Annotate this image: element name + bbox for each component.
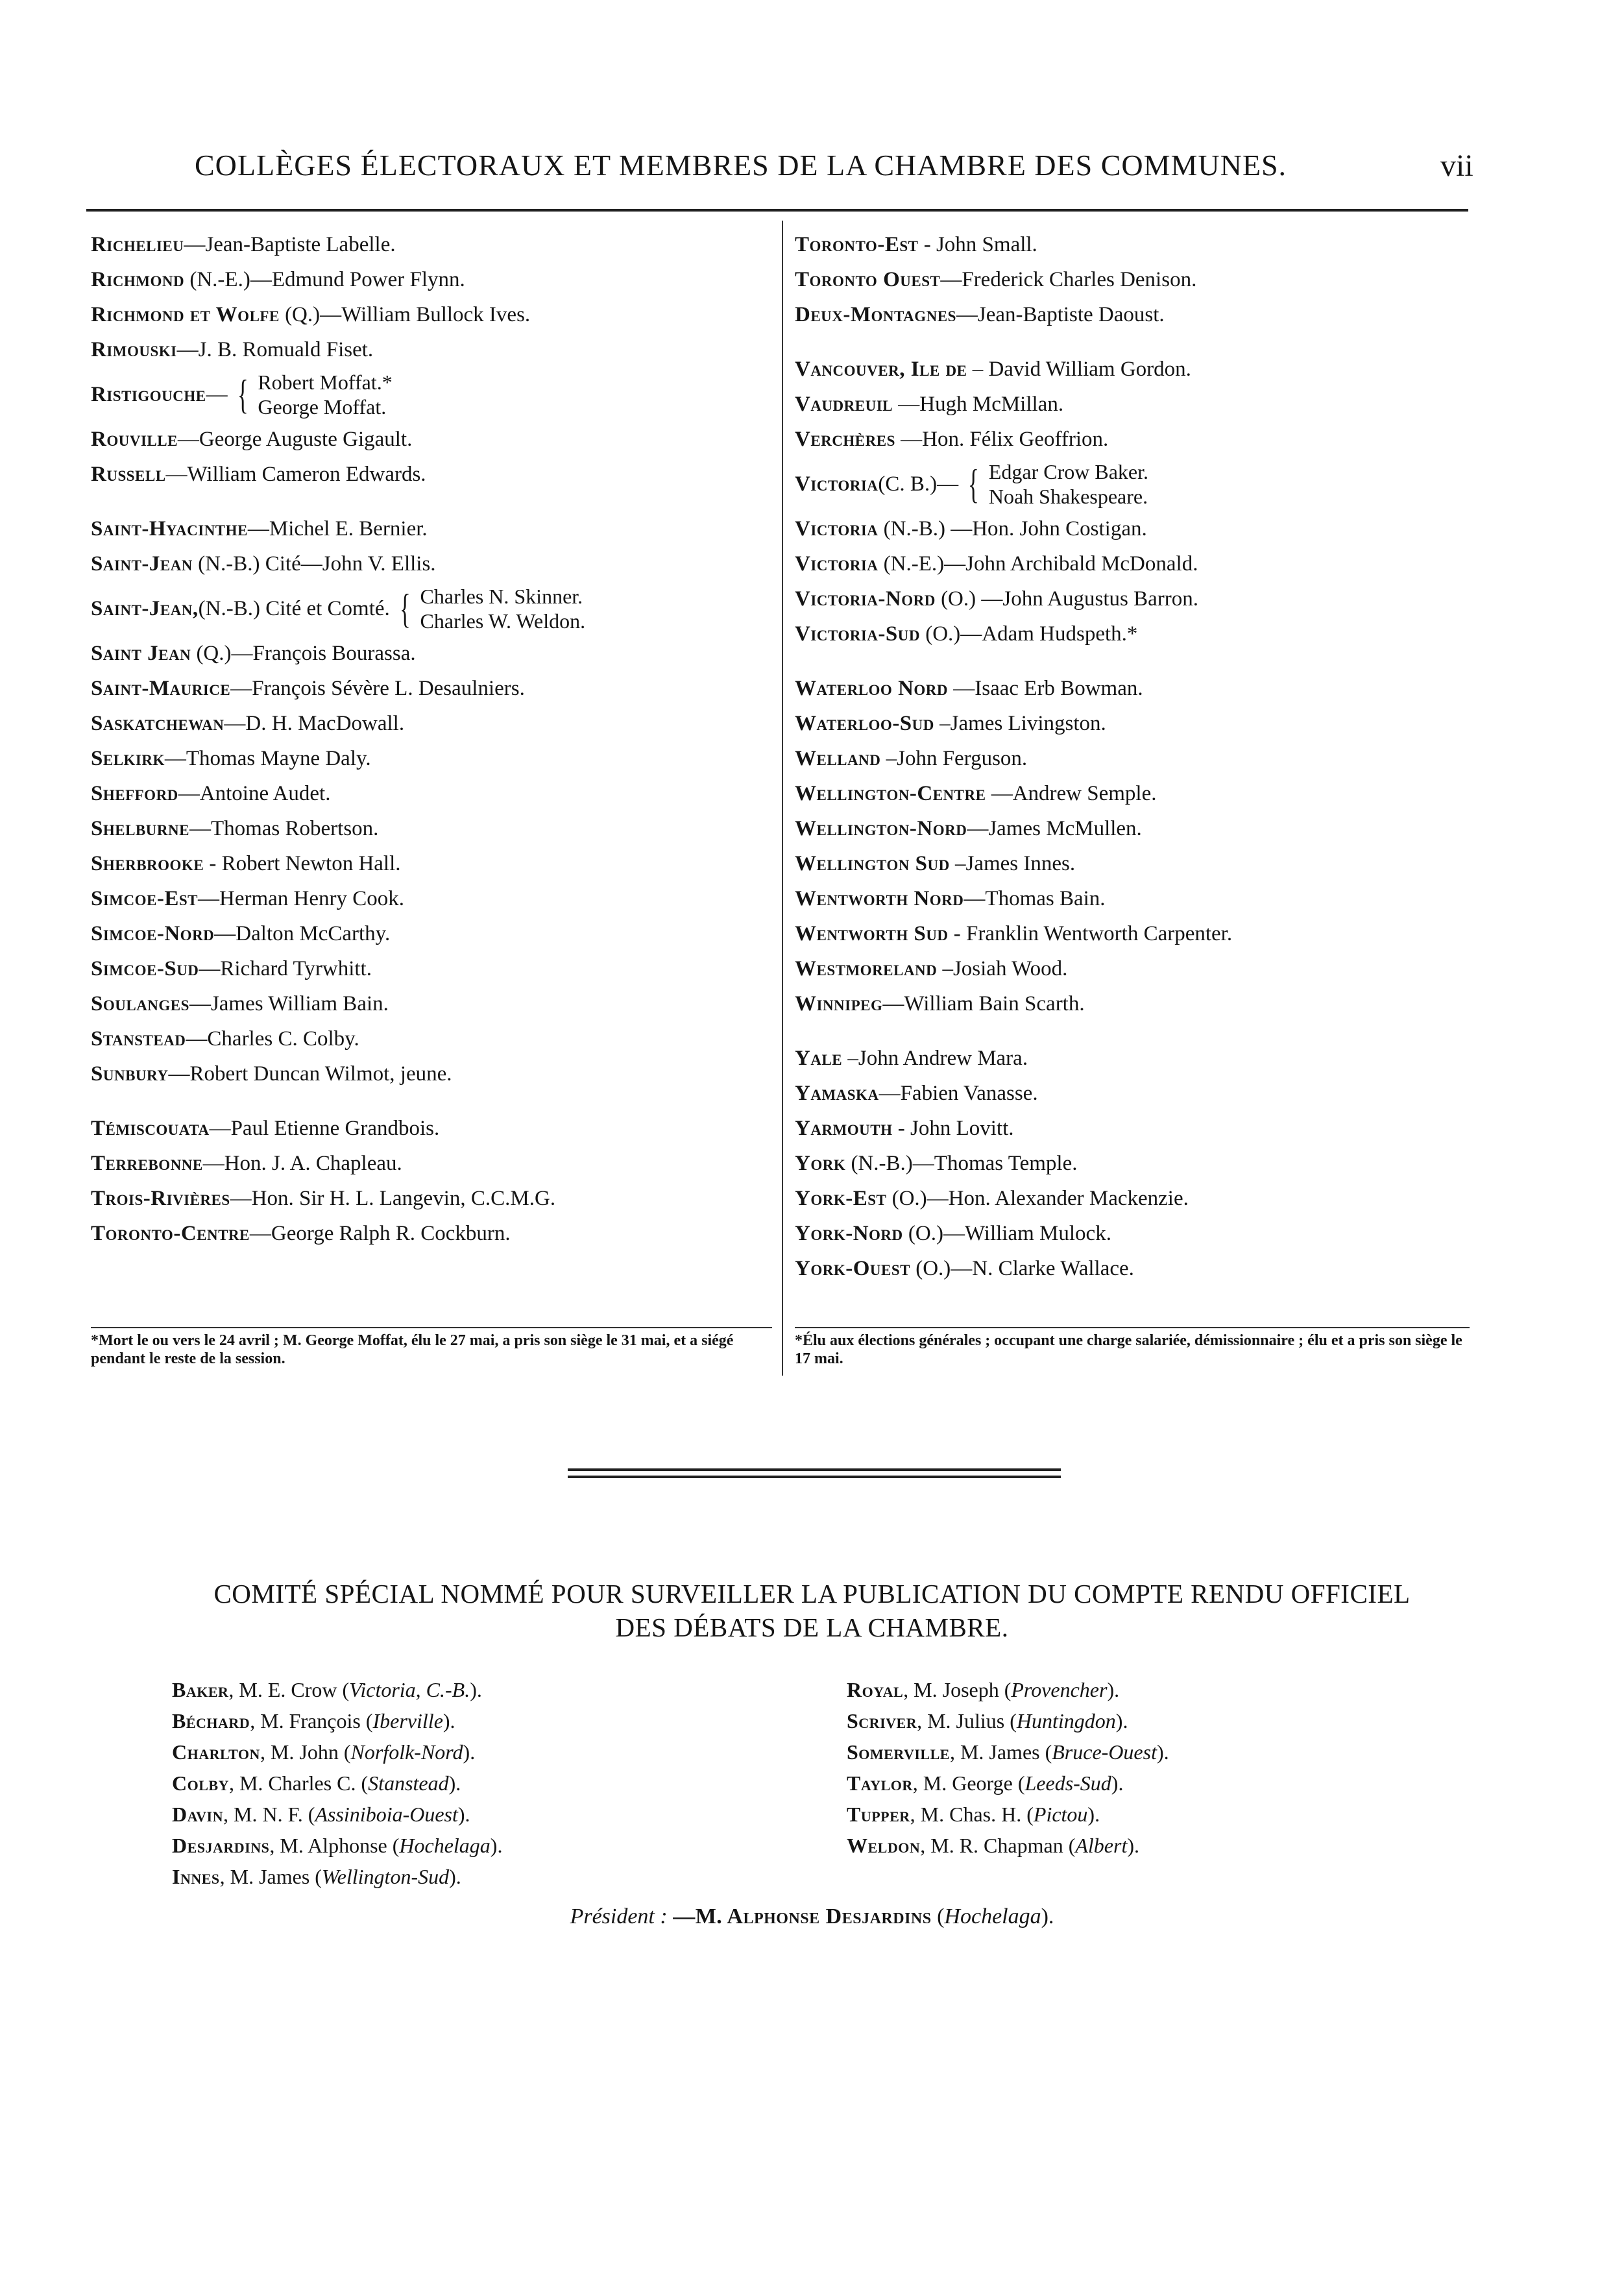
page-number: vii xyxy=(1440,149,1473,183)
member-name: —Andrew Semple. xyxy=(986,782,1157,805)
member-surname: Somerville xyxy=(847,1740,950,1764)
riding-name: Saint-Maurice xyxy=(91,677,231,700)
committee-member: Colby, M. Charles C. (Stanstead). xyxy=(172,1771,461,1795)
member-given-name: , M. Julius xyxy=(917,1709,1005,1733)
riding-name: Wellington-Centre xyxy=(795,782,986,805)
member-riding: Hochelaga xyxy=(399,1834,491,1857)
member-name: —Frederick Charles Denison. xyxy=(940,268,1197,291)
committee-members-right xyxy=(847,1674,1169,1861)
member-name: (Q.)—William Bullock Ives. xyxy=(279,303,531,326)
riding-name: York-Ouest xyxy=(795,1257,910,1280)
president-riding: Hochelaga xyxy=(944,1904,1041,1928)
brace-glyph: { xyxy=(399,585,411,631)
member-riding: Wellington-Sud xyxy=(321,1865,450,1888)
riding-entry xyxy=(795,1076,1470,1111)
riding-entry xyxy=(795,776,1470,811)
member-name: - John Lovitt. xyxy=(892,1117,1014,1140)
riding-entry xyxy=(91,986,766,1021)
riding-name: Wentworth Nord xyxy=(795,887,964,910)
riding-entry xyxy=(91,457,766,492)
member-pair xyxy=(258,370,392,419)
riding-name: Deux-Montagnes xyxy=(795,303,956,326)
footnote-left: *Mort le ou vers le 24 avril ; M. George Moffat, élu le 27 mai, a pris son siège le 31 mai, et a siégé pendant le reste de la session. xyxy=(91,1332,734,1367)
column-divider xyxy=(782,221,783,1376)
riding-name: Westmoreland xyxy=(795,957,938,980)
member-given-name: , M. James xyxy=(949,1740,1040,1764)
riding-entry xyxy=(795,457,1470,511)
member-surname: Tupper xyxy=(847,1803,910,1826)
riding-entry xyxy=(795,881,1470,916)
committee-member: Scriver, M. Julius (Huntingdon). xyxy=(847,1709,1128,1733)
riding-name: Toronto Ouest xyxy=(795,268,941,291)
member-name: (O.)—N. Clarke Wallace. xyxy=(910,1257,1134,1280)
member-name: —Hon. Félix Geoffrion. xyxy=(895,428,1109,451)
member-name: - Franklin Wentworth Carpenter. xyxy=(948,922,1233,945)
riding-entry xyxy=(91,422,766,457)
member-name: —J. B. Romuald Fiset. xyxy=(176,338,374,361)
riding-name: York-Est xyxy=(795,1187,887,1210)
riding-name: Simcoe-Sud xyxy=(91,957,199,980)
member-name: –John Andrew Mara. xyxy=(842,1047,1028,1070)
riding-name: Yale xyxy=(795,1047,843,1070)
member-name: Noah Shakespeare. xyxy=(988,485,1148,508)
committee-member: Taylor, M. George (Leeds-Sud). xyxy=(847,1771,1124,1795)
riding-name: Simcoe-Est xyxy=(91,887,198,910)
riding-entry xyxy=(91,332,766,367)
riding-entry xyxy=(91,881,766,916)
riding-entry xyxy=(91,1056,766,1091)
riding-name: Shefford xyxy=(91,782,178,805)
riding-name: Yarmouth xyxy=(795,1117,893,1140)
riding-name: Saint-Jean xyxy=(91,552,193,576)
riding-entry xyxy=(795,671,1470,706)
riding-name: Winnipeg xyxy=(795,992,883,1015)
member-name: (N.-B.) Cité et Comté. xyxy=(198,597,390,620)
committee-member: Desjardins, M. Alphonse (Hochelaga). xyxy=(172,1834,503,1857)
member-name: –James Innes. xyxy=(949,852,1076,875)
riding-name: Trois-Rivières xyxy=(91,1187,230,1210)
member-name: —William Bain Scarth. xyxy=(882,992,1085,1015)
riding-name: Russell xyxy=(91,463,166,486)
riding-entry xyxy=(91,951,766,986)
riding-entry xyxy=(795,1216,1470,1251)
riding-name: Sherbrooke xyxy=(91,852,204,875)
riding-name: Saint-Jean, xyxy=(91,597,199,620)
member-name: (O.)—Adam Hudspeth.* xyxy=(919,622,1138,646)
member-name: (N.-E.)—John Archibald McDonald. xyxy=(878,552,1198,576)
member-name: – David William Gordon. xyxy=(967,358,1191,381)
riding-name: Richelieu xyxy=(91,233,184,256)
riding-name: Stanstead xyxy=(91,1027,186,1051)
member-name: —Richard Tyrwhitt. xyxy=(199,957,372,980)
member-name: —D. H. MacDowall. xyxy=(224,712,405,735)
riding-entry xyxy=(91,776,766,811)
member-name: —Thomas Bain. xyxy=(963,887,1106,910)
member-name: —François Sévère L. Desaulniers. xyxy=(230,677,525,700)
riding-name: Ristigouche xyxy=(91,383,206,406)
riding-name: York-Nord xyxy=(795,1222,903,1245)
member-name: —Hon. Sir H. L. Langevin, C.C.M.G. xyxy=(230,1187,556,1210)
committee-member: Baker, M. E. Crow (Victoria, C.-B.). xyxy=(172,1678,482,1701)
member-name: —Charles C. Colby. xyxy=(186,1027,359,1051)
riding-name: Toronto-Centre xyxy=(91,1222,250,1245)
riding-entry xyxy=(795,581,1470,616)
riding-entry xyxy=(91,297,766,332)
member-name: (O.)—Hon. Alexander Mackenzie. xyxy=(886,1187,1189,1210)
member-name: —Thomas Mayne Daly. xyxy=(164,747,371,770)
riding-name: Wentworth Sud xyxy=(795,922,949,945)
member-name: - John Small. xyxy=(918,233,1037,256)
member-name: (N.-B.) Cité—John V. Ellis. xyxy=(192,552,436,576)
page-title: COLLÈGES ÉLECTORAUX ET MEMBRES DE LA CHAMBRE DES COMMUNES. xyxy=(195,149,1287,182)
footnote-right: *Élu aux élections générales ; occupant une charge salariée, démissionnaire ; élu et a pris son siège le 17 mai. xyxy=(795,1332,1462,1367)
member-given-name: , M. François xyxy=(250,1709,361,1733)
riding-entry xyxy=(91,706,766,741)
committee-member: Béchard, M. François (Iberville). xyxy=(172,1709,455,1733)
riding-name: Richmond xyxy=(91,268,185,291)
member-name: (N.-B.) —Hon. John Costigan. xyxy=(878,517,1147,541)
right-column xyxy=(795,227,1470,1286)
riding-entry xyxy=(91,1021,766,1056)
member-given-name: , M. Chas. H. xyxy=(910,1803,1022,1826)
riding-name: Sunbury xyxy=(91,1062,169,1086)
committee-title-line2: DES DÉBATS DE LA CHAMBRE. xyxy=(615,1612,1009,1642)
riding-entry xyxy=(91,1216,766,1251)
member-name: — xyxy=(206,383,228,406)
member-name: —William Cameron Edwards. xyxy=(165,463,426,486)
riding-name: Wellington Sud xyxy=(795,852,950,875)
riding-name: Vaudreuil xyxy=(795,393,893,416)
committee-member: Tupper, M. Chas. H. (Pictou). xyxy=(847,1803,1100,1826)
member-riding: Iberville xyxy=(372,1709,443,1733)
member-name: (O.) —John Augustus Barron. xyxy=(935,587,1198,611)
committee-members-left xyxy=(172,1674,502,1892)
member-name: –James Livingston. xyxy=(934,712,1106,735)
member-name: —Michel E. Bernier. xyxy=(247,517,428,541)
committee-member: Somerville, M. James (Bruce-Ouest). xyxy=(847,1740,1169,1764)
riding-name: Shelburne xyxy=(91,817,189,840)
member-name: —Antoine Audet. xyxy=(178,782,331,805)
riding-entry xyxy=(795,227,1470,262)
riding-name: Rouville xyxy=(91,428,178,451)
member-given-name: , M. James xyxy=(219,1865,310,1888)
left-column xyxy=(91,227,766,1251)
member-given-name: , M. R. Chapman xyxy=(920,1834,1063,1857)
riding-name: Wellington-Nord xyxy=(795,817,967,840)
member-name: (Q.)—François Bourassa. xyxy=(191,642,416,665)
riding-name: Témiscouata xyxy=(91,1117,210,1140)
committee-member: Davin, M. N. F. (Assiniboia-Ouest). xyxy=(172,1803,470,1826)
brace-glyph: { xyxy=(968,461,979,507)
riding-name: Soulanges xyxy=(91,992,189,1015)
riding-name: Simcoe-Nord xyxy=(91,922,215,945)
member-name: - Robert Newton Hall. xyxy=(204,852,401,875)
riding-name: Victoria xyxy=(795,517,879,541)
riding-entry xyxy=(795,511,1470,546)
member-name: (O.)—William Mulock. xyxy=(903,1222,1111,1245)
member-name: —Jean-Baptiste Daoust. xyxy=(956,303,1165,326)
riding-entry xyxy=(795,352,1470,387)
riding-name: Saint-Hyacinthe xyxy=(91,517,248,541)
member-riding: Bruce-Ouest xyxy=(1052,1740,1157,1764)
member-name: —James William Bain. xyxy=(189,992,389,1015)
riding-entry xyxy=(795,1041,1470,1076)
brace-glyph: { xyxy=(237,371,248,417)
riding-name: Welland xyxy=(795,747,881,770)
riding-entry xyxy=(91,227,766,262)
member-name: Charles N. Skinner. xyxy=(420,585,583,608)
member-surname: Charlton xyxy=(172,1740,260,1764)
riding-entry xyxy=(795,706,1470,741)
riding-name: York xyxy=(795,1152,846,1175)
member-surname: Innes xyxy=(172,1865,220,1888)
member-name: —Fabien Vanasse. xyxy=(879,1082,1038,1105)
member-given-name: , M. John xyxy=(260,1740,339,1764)
committee-member: Royal, M. Joseph (Provencher). xyxy=(847,1678,1120,1701)
riding-entry xyxy=(795,846,1470,881)
riding-entry xyxy=(795,262,1470,297)
committee-member: Weldon, M. R. Chapman (Albert). xyxy=(847,1834,1139,1857)
riding-name: Rimouski xyxy=(91,338,177,361)
member-name: —Herman Henry Cook. xyxy=(198,887,405,910)
member-surname: Desjardins xyxy=(172,1834,270,1857)
member-given-name: , M. Alphonse xyxy=(269,1834,387,1857)
committee-member: Innes, M. James (Wellington-Sud). xyxy=(172,1865,461,1888)
member-name: (C. B.)— xyxy=(878,472,959,496)
riding-entry xyxy=(795,986,1470,1021)
riding-entry xyxy=(795,1111,1470,1146)
member-riding: Provencher xyxy=(1011,1678,1108,1701)
double-rule-bottom xyxy=(568,1476,1061,1478)
member-name: —Jean-Baptiste Labelle. xyxy=(184,233,396,256)
riding-name: Terrebonne xyxy=(91,1152,203,1175)
riding-name: Richmond et Wolfe xyxy=(91,303,280,326)
committee-member: Charlton, M. John (Norfolk-Nord). xyxy=(172,1740,476,1764)
member-given-name: , M. Charles C. xyxy=(228,1771,356,1795)
riding-entry xyxy=(91,741,766,776)
committee-title-line1: COMITÉ SPÉCIAL NOMMÉ POUR SURVEILLER LA PUBLICATION DU COMPTE RENDU OFFICIEL xyxy=(213,1579,1411,1609)
riding-entry xyxy=(795,811,1470,846)
member-surname: Royal xyxy=(847,1678,904,1701)
member-riding: Albert xyxy=(1075,1834,1128,1857)
page-header xyxy=(0,148,1624,200)
member-name: —Robert Duncan Wilmot, jeune. xyxy=(168,1062,452,1086)
riding-entry xyxy=(795,387,1470,422)
riding-name: Selkirk xyxy=(91,747,165,770)
member-riding: Huntingdon xyxy=(1016,1709,1116,1733)
member-riding: Victoria, C.-B. xyxy=(349,1678,470,1701)
riding-entry xyxy=(795,951,1470,986)
riding-entry xyxy=(795,546,1470,581)
member-name: —George Auguste Gigault. xyxy=(177,428,413,451)
member-given-name: , M. Joseph xyxy=(903,1678,999,1701)
member-name: —Dalton McCarthy. xyxy=(214,922,391,945)
riding-name: Victoria-Sud xyxy=(795,622,920,646)
member-name: (N.-B.)—Thomas Temple. xyxy=(845,1152,1078,1175)
committee-title xyxy=(0,1577,1624,1644)
riding-entry xyxy=(795,422,1470,457)
president-label: Président : xyxy=(570,1904,668,1928)
riding-entry xyxy=(795,741,1470,776)
member-name: George Moffat. xyxy=(258,395,387,419)
riding-name: Toronto-Est xyxy=(795,233,919,256)
riding-name: Yamaska xyxy=(795,1082,879,1105)
member-name: —Paul Etienne Grandbois. xyxy=(209,1117,440,1140)
member-name: —Hugh McMillan. xyxy=(893,393,1064,416)
riding-entry xyxy=(91,367,766,422)
member-surname: Taylor xyxy=(847,1771,913,1795)
header-rule xyxy=(86,209,1468,212)
riding-entry xyxy=(91,262,766,297)
member-surname: Weldon xyxy=(847,1834,921,1857)
president-name: —M. Alphonse Desjardins xyxy=(673,1904,932,1928)
riding-entry xyxy=(91,1181,766,1216)
riding-entry xyxy=(91,511,766,546)
committee-president: Président : —M. Alphonse Desjardins (Hochelaga). xyxy=(570,1904,1054,1928)
riding-entry xyxy=(91,811,766,846)
member-name: –Josiah Wood. xyxy=(937,957,1068,980)
riding-name: Victoria xyxy=(795,472,879,496)
member-name: —Thomas Robertson. xyxy=(189,817,379,840)
member-name: Charles W. Weldon. xyxy=(420,609,586,633)
riding-name: Vancouver, Ile de xyxy=(795,358,967,381)
member-surname: Colby xyxy=(172,1771,229,1795)
member-given-name: , M. George xyxy=(912,1771,1013,1795)
member-name: Robert Moffat.* xyxy=(258,371,393,394)
footnote-rule-right xyxy=(795,1327,1470,1328)
double-rule-top xyxy=(568,1468,1061,1471)
member-name: (N.-E.)—Edmund Power Flynn. xyxy=(184,268,465,291)
riding-entry xyxy=(91,846,766,881)
member-riding: Leeds-Sud xyxy=(1024,1771,1111,1795)
footnote-rule-left xyxy=(91,1327,772,1328)
riding-name: Saint Jean xyxy=(91,642,191,665)
riding-name: Victoria-Nord xyxy=(795,587,936,611)
member-surname: Baker xyxy=(172,1678,229,1701)
member-pair xyxy=(420,584,586,633)
member-name: —Isaac Erb Bowman. xyxy=(948,677,1143,700)
member-name: —Hon. J. A. Chapleau. xyxy=(202,1152,402,1175)
member-riding: Pictou xyxy=(1033,1803,1088,1826)
member-surname: Scriver xyxy=(847,1709,917,1733)
riding-entry xyxy=(91,581,766,636)
riding-entry xyxy=(91,546,766,581)
riding-entry xyxy=(91,671,766,706)
riding-entry xyxy=(795,1181,1470,1216)
member-name: –John Ferguson. xyxy=(880,747,1028,770)
riding-entry xyxy=(795,1251,1470,1286)
member-given-name: , M. E. Crow xyxy=(228,1678,337,1701)
riding-name: Victoria xyxy=(795,552,879,576)
member-pair xyxy=(989,459,1148,509)
riding-entry xyxy=(91,636,766,671)
riding-entry xyxy=(795,916,1470,951)
member-riding: Assiniboia-Ouest xyxy=(315,1803,458,1826)
member-riding: Norfolk-Nord xyxy=(350,1740,463,1764)
riding-entry xyxy=(91,916,766,951)
member-name: —James McMullen. xyxy=(967,817,1142,840)
riding-entry xyxy=(795,1146,1470,1181)
riding-name: Saskatchewan xyxy=(91,712,224,735)
member-surname: Béchard xyxy=(172,1709,250,1733)
riding-entry xyxy=(795,616,1470,651)
riding-name: Waterloo Nord xyxy=(795,677,949,700)
riding-entry xyxy=(795,297,1470,332)
member-riding: Stanstead xyxy=(368,1771,449,1795)
riding-entry xyxy=(91,1146,766,1181)
member-surname: Davin xyxy=(172,1803,223,1826)
member-name: —George Ralph R. Cockburn. xyxy=(249,1222,511,1245)
riding-name: Verchères xyxy=(795,428,895,451)
member-given-name: , M. N. F. xyxy=(223,1803,303,1826)
member-name: Edgar Crow Baker. xyxy=(988,460,1149,483)
riding-entry xyxy=(91,1111,766,1146)
riding-name: Waterloo-Sud xyxy=(795,712,934,735)
